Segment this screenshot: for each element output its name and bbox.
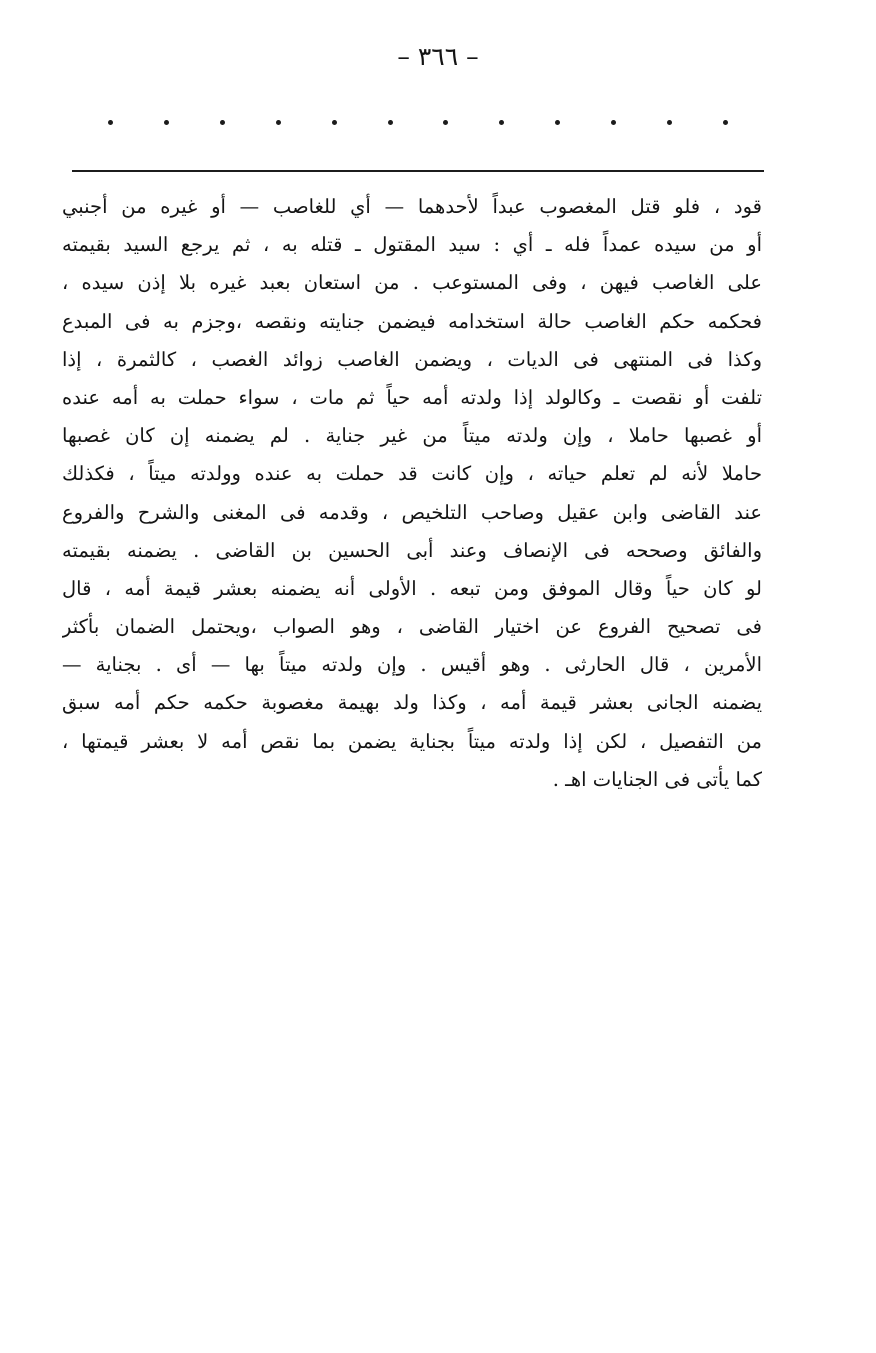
ornament-dot [220, 120, 225, 125]
header-ornament-row [108, 112, 728, 132]
text-line: قود ، فلو قتل المغصوب عبداً لأحدهما — أي للغاصب — أو غيره من أجنبي [62, 195, 762, 218]
text-line: فحكمه حكم الغاصب حالة استخدامه فيضمن جنايته ونقصه ،وجزم به فى المبدع [62, 309, 762, 333]
ornament-dot [164, 120, 169, 125]
ornament-dot [388, 120, 393, 125]
text-line: لو كان حياً وقال الموفق ومن تبعه . الأولى أنه يضمنه بعشر قيمة أمه ، قال [62, 576, 762, 600]
text-line: عند القاضى وابن عقيل وصاحب التلخيص ، وقدمه فى المغنى والشرح والفروع [62, 500, 762, 524]
page-number: – ٣٦٦ – [397, 42, 479, 71]
ornament-dot [667, 120, 672, 125]
text-line: من التفصيل ، لكن إذا ولدته ميتاً بجناية يضمن بما نقص أمه لا بعشر قيمتها ، [62, 729, 762, 753]
ornament-dot [611, 120, 616, 125]
text-line: على الغاصب فيهن ، وفى المستوعب . من استعان بعبد غيره بلا إذن سيده ، [62, 271, 762, 295]
text-line: الأمرين ، قال الحارثى . وهو أقيس . وإن ولدته ميتاً بها — أى . بجناية — [62, 653, 762, 677]
ornament-dot [723, 120, 728, 125]
text-line: يضمنه الجانى بعشر قيمة أمه ، وكذا ولد بهيمة مغصوبة حكمه حكم أمه سبق [62, 691, 762, 715]
text-line: وكذا فى المنتهى فى الديات ، ويضمن الغاصب زوائد الغصب ، كالثمرة ، إذا [62, 347, 762, 371]
text-line: أو من سيده عمداً فله ـ أي : سيد المقتول ـ قتله به ، ثم يرجع السيد بقيمته [62, 233, 762, 257]
text-line: تلفت أو نقصت ـ وكالولد إذا ولدته أمه حياً ثم مات ، سواء حملت به أمه عنده [62, 385, 762, 409]
body-paragraph [62, 188, 762, 799]
ornament-dot [555, 120, 560, 125]
text-line: كما يأتى فى الجنايات اهـ . [552, 767, 762, 791]
ornament-dot [332, 120, 337, 125]
text-line: أو غصبها حاملا ، وإن ولدته ميتاً من غير جناية . لم يضمنه إن كان غصبها [62, 424, 762, 448]
header-divider [72, 170, 764, 172]
text-line: والفائق وصححه فى الإنصاف وعند أبى الحسين بن القاضى . يضمنه بقيمته [62, 538, 762, 562]
text-line: حاملا لأنه لم تعلم حياته ، وإن كانت قد حملت به عنده وولدته ميتاً ، فكذلك [62, 462, 762, 486]
ornament-dot [276, 120, 281, 125]
ornament-dot [443, 120, 448, 125]
ornament-dot [108, 120, 113, 125]
text-line: فى تصحيح الفروع عن اختيار القاضى ، وهو الصواب ،ويحتمل الضمان بأكثر [62, 615, 762, 639]
ornament-dot [499, 120, 504, 125]
